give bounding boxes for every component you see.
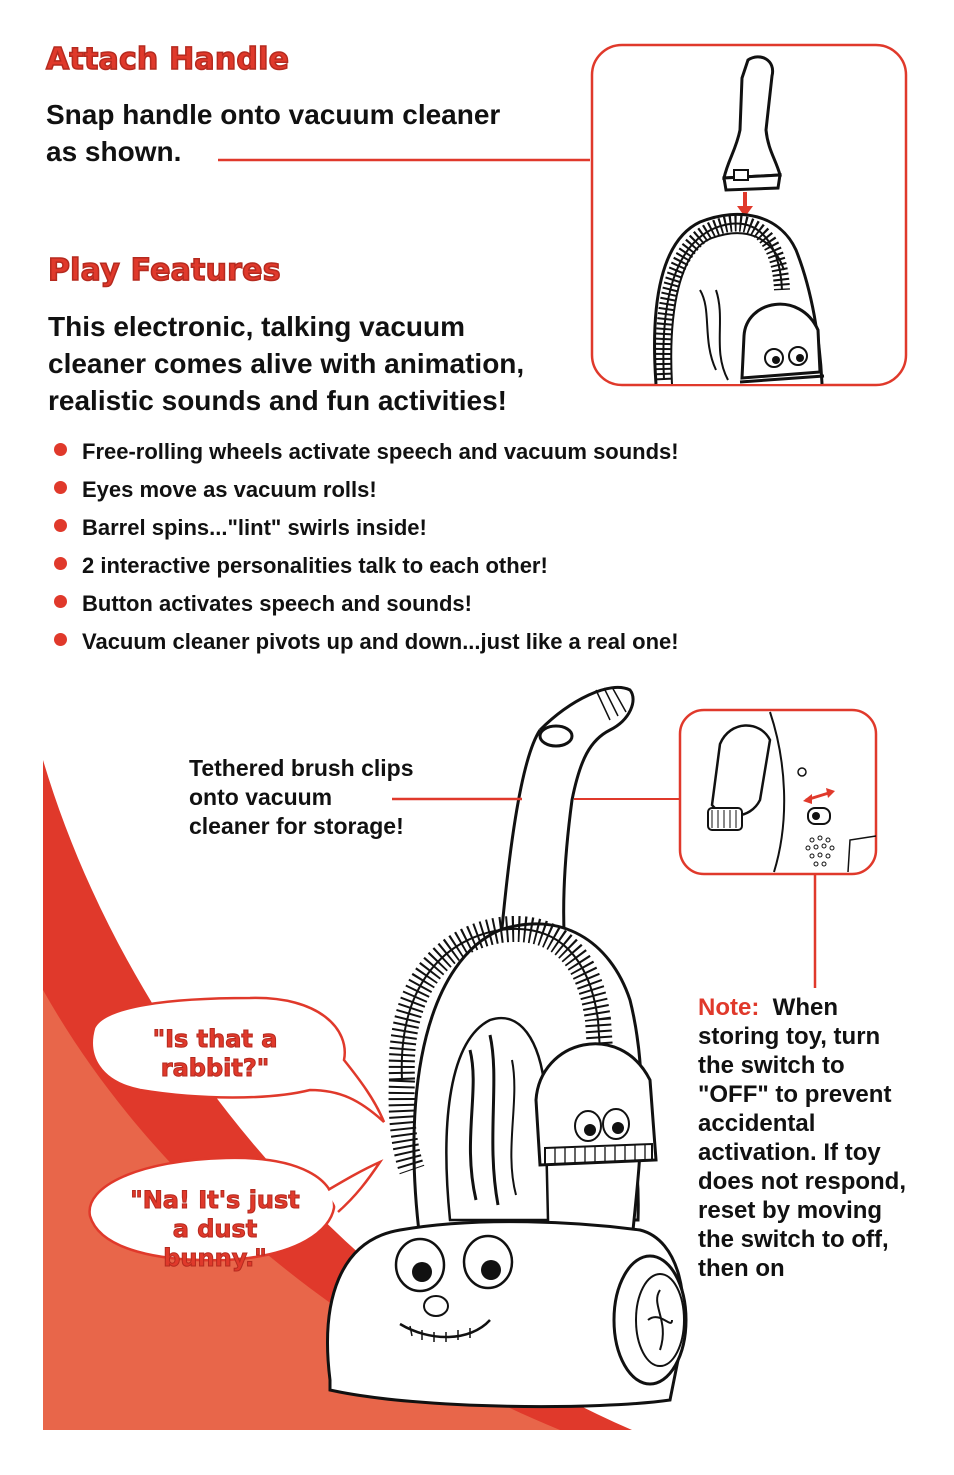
bubble-dust-line3: bunny." (163, 1244, 267, 1272)
play-intro-line3: realistic sounds and fun activities! (48, 385, 508, 416)
bullet-dot-icon (54, 519, 67, 532)
feature-item (46, 585, 906, 623)
feature-list (46, 433, 906, 661)
feature-text: Button activates speech and sounds! (82, 591, 472, 616)
speech-bubble-rabbit (110, 1025, 320, 1083)
play-intro-line2: cleaner comes alive with animation, (48, 348, 525, 379)
play-features-intro (48, 308, 524, 419)
callout-line3: cleaner for storage! (189, 813, 404, 839)
feature-text: Eyes move as vacuum rolls! (82, 477, 377, 502)
play-features-heading: Play Features (48, 253, 281, 288)
attach-handle-heading: Attach Handle (46, 42, 290, 77)
bubble-rabbit-line1: "Is that a (152, 1025, 278, 1053)
note-label: Note: (698, 994, 760, 1021)
feature-item (46, 471, 906, 509)
bubble-dust-line1: "Na! It's just (130, 1186, 300, 1214)
bullet-dot-icon (54, 595, 67, 608)
tethered-brush-callout (189, 754, 414, 841)
callout-line1: Tethered brush clips (189, 755, 414, 781)
feature-text: Barrel spins..."lint" swirls inside! (82, 515, 427, 540)
bullet-dot-icon (54, 481, 67, 494)
feature-item (46, 547, 906, 585)
feature-text: Free-rolling wheels activate speech and vacuum sounds! (82, 439, 679, 464)
bullet-dot-icon (54, 557, 67, 570)
speech-bubble-dust-bunny (100, 1186, 330, 1273)
feature-item (46, 509, 906, 547)
bullet-dot-icon (54, 443, 67, 456)
attach-text-line2: as shown. (46, 136, 182, 167)
attach-text-line1: Snap handle onto vacuum cleaner (46, 99, 501, 130)
bubble-dust-line2: a dust (172, 1215, 258, 1243)
bullet-dot-icon (54, 633, 67, 646)
feature-text: 2 interactive personalities talk to each other! (82, 553, 548, 578)
feature-text: Vacuum cleaner pivots up and down...just like a real one! (82, 629, 679, 654)
play-intro-line1: This electronic, talking vacuum (48, 311, 466, 342)
feature-item (46, 433, 906, 471)
bubble-rabbit-line2: rabbit?" (160, 1054, 270, 1082)
note-text: When storing toy, turn the switch to "OFF" to prevent accidental activation. If toy does not respond, reset by moving the switch to off, then on (698, 994, 907, 1282)
storage-note (698, 993, 913, 1283)
feature-item (46, 623, 906, 661)
callout-line2: onto vacuum (189, 784, 333, 810)
